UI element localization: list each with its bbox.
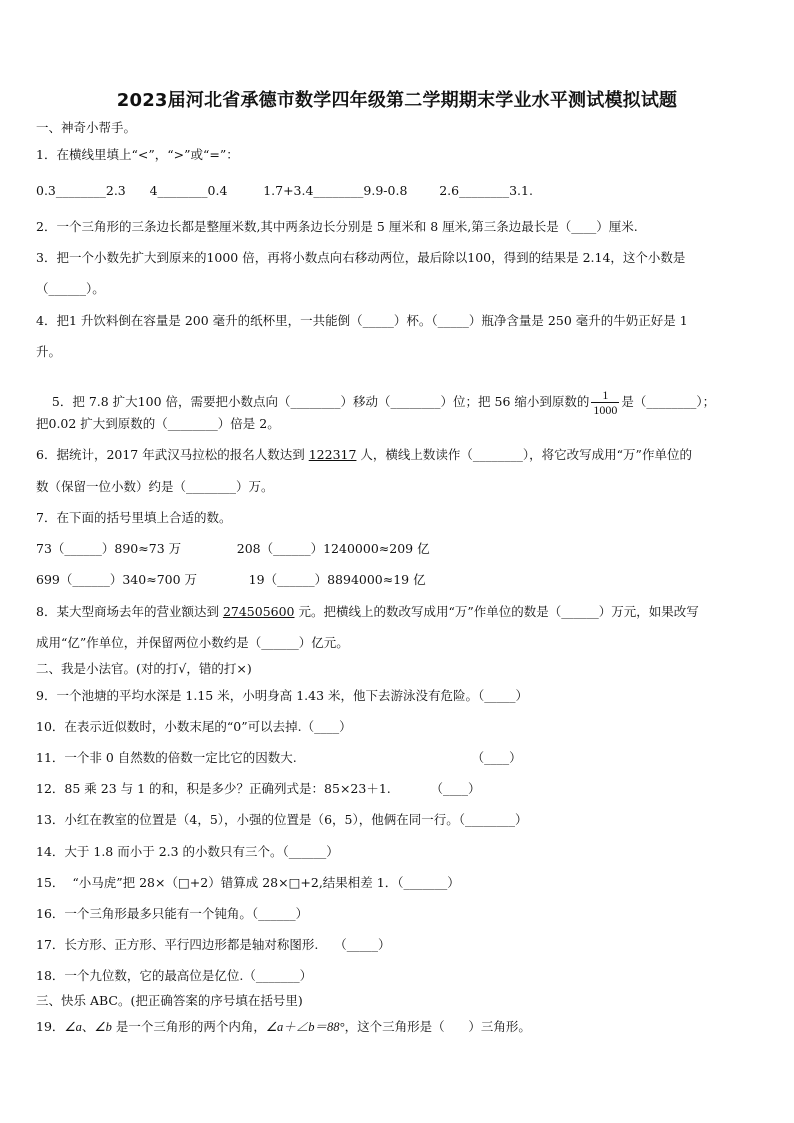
fraction-denominator: 1000: [593, 403, 618, 417]
fraction-numerator: 1: [591, 388, 619, 403]
question-19-text-b: ，这个三角形是（ ）三角形。: [344, 1019, 531, 1034]
angle-b: ∠b: [94, 1020, 112, 1034]
exam-title: 2023届河北省承德市数学四年级第二学期期末学业水平测试模拟试题: [116, 90, 678, 111]
section-2-heading: 二、我是小法官。(对的打√，错的打×): [36, 661, 252, 676]
underlined-number: 122317: [308, 447, 357, 462]
question-6-line-2: 数（保留一位小数）约是（________）万。: [36, 479, 274, 494]
question-19-sep: 、: [81, 1019, 95, 1034]
question-6-line-1: [36, 447, 692, 463]
question-6-text-b: 人，横线上数读作（________），将它改写成用“万”作单位的: [356, 447, 692, 462]
question-5-text-b: 是（________）；: [621, 394, 716, 409]
question-5-line-2: 把0.02 扩大到原数的（________）倍是 2。: [36, 416, 280, 431]
question-3-line-1: 3．把一个小数先扩大到原来的1000 倍，再将小数点向右移动两位，最后除以100，得到的结果是 2.14，这个小数是: [36, 250, 686, 265]
question-1-items: 0.3________2.3 4________0.4 1.7+3.4________9.9-0.8 2.6________3.1.: [36, 183, 533, 198]
question-5-text-a: 5．把 7.8 扩大100 倍，需要把小数点向（________）移动（________）位；把 56 缩小到原数的: [51, 394, 590, 409]
question-10: 10．在表示近似数时，小数末尾的“0”可以去掉.（____）: [36, 719, 352, 734]
angle-a: ∠a: [64, 1020, 82, 1034]
question-2: 2．一个三角形的三条边长都是整厘米数,其中两条边长分别是 5 厘米和 8 厘米,第三条边最长是（____）厘米.: [36, 219, 638, 234]
question-14: 14．大于 1.8 而小于 2.3 的小数只有三个。（______）: [36, 844, 339, 859]
question-12: 12．85 乘 23 与 1 的和，积是多少？正确列式是：85×23＋1. （____）: [36, 781, 481, 796]
question-9: 9．一个池塘的平均水深是 1.15 米，小明身高 1.43 米，他下去游泳没有危险。（_____）: [36, 688, 529, 703]
question-7-row-1: 73（______）890≈73 万 208（______）1240000≈209 亿: [36, 541, 430, 556]
question-13: 13．小红在教室的位置是（4，5），小强的位置是（6，5），他俩在同一行。（________）: [36, 812, 528, 827]
question-7-row-2: 699（______）340≈700 万 19（______）8894000≈19 亿: [36, 572, 426, 587]
angle-sum-expression: ∠a＋∠b＝88°: [265, 1020, 345, 1034]
question-11: 11．一个非 0 自然数的倍数一定比它的因数大. （____）: [36, 750, 522, 765]
question-6-text-a: 6．据统计，2017 年武汉马拉松的报名人数达到: [36, 447, 309, 462]
question-3-line-2: （______）。: [36, 281, 105, 296]
question-8-text-b: 元。把横线上的数改写成用“万”作单位的数是（______）万元，如果改写: [294, 604, 699, 619]
question-19: [36, 1019, 531, 1035]
question-18: 18．一个九位数，它的最高位是亿位.（_______）: [36, 968, 313, 983]
question-8-line-1: [36, 604, 699, 620]
question-8-line-2: 成用“亿”作单位，并保留两位小数约是（______）亿元。: [36, 635, 349, 650]
question-4-line-2: 升。: [36, 344, 62, 359]
question-1: 1．在横线里填上“<”，“>”或“=”：: [36, 147, 239, 162]
question-15: 15． “小马虎”把 28×（□+2）错算成 28×□+2,结果相差 1．（_______）: [36, 875, 460, 890]
question-4-line-1: 4．把1 升饮料倒在容量是 200 毫升的纸杯里，一共能倒（_____）杯。（_____）瓶净含量是 250 毫升的牛奶正好是 1: [36, 313, 688, 328]
section-3-heading: 三、快乐 ABC。(把正确答案的序号填在括号里): [36, 993, 303, 1008]
question-19-number: 19．: [36, 1019, 65, 1034]
question-17: 17．长方形、正方形、平行四边形都是轴对称图形. （_____）: [36, 937, 391, 952]
question-19-text-a: 是一个三角形的两个内角，: [111, 1019, 266, 1034]
underlined-number: 274505600: [222, 604, 295, 619]
question-7: 7．在下面的括号里填上合适的数。: [36, 510, 232, 525]
section-1-heading: 一、神奇小帮手。: [36, 120, 137, 135]
question-8-text-a: 8．某大型商场去年的营业额达到: [36, 604, 223, 619]
question-16: 16．一个三角形最多只能有一个钝角。（______）: [36, 906, 309, 921]
fraction-one-thousandth: [591, 388, 619, 417]
